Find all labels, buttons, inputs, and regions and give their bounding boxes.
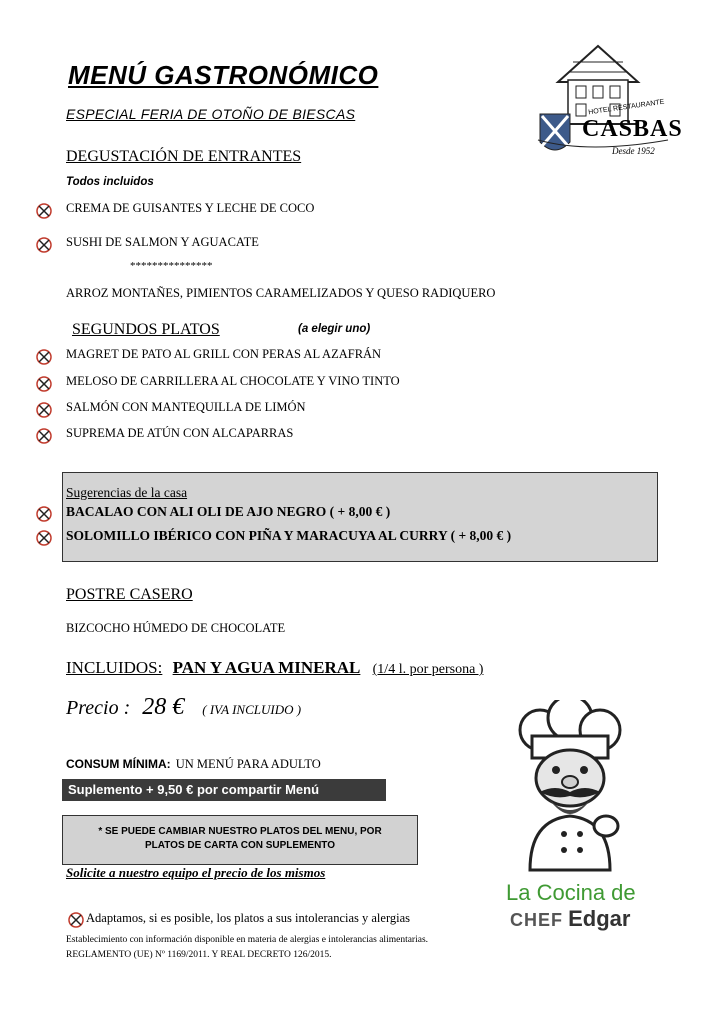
entrantes-heading: DEGUSTACIÓN DE ENTRANTES	[66, 148, 302, 165]
separator: ***************	[130, 260, 213, 272]
no-cutlery-icon	[36, 506, 52, 522]
no-cutlery-icon	[36, 237, 52, 253]
menu-subtitle: ESPECIAL FERIA DE OTOÑO DE BIESCAS	[66, 106, 356, 122]
no-cutlery-icon	[36, 349, 52, 365]
entrante-item: SUSHI DE SALMON Y AGUACATE	[66, 235, 259, 249]
segundo-item: MELOSO DE CARRILLERA AL CHOCOLATE Y VINO TINTO	[66, 374, 400, 388]
entrante-item: CREMA DE GUISANTES Y LECHE DE COCO	[66, 201, 315, 215]
menu-title: MENÚ GASTRONÓMICO	[68, 60, 379, 90]
segundos-note: (a elegir uno)	[298, 323, 371, 335]
alergias-text: Adaptamos, si es posible, los platos a sus intolerancias y alergias	[86, 911, 411, 925]
no-cutlery-icon	[36, 203, 52, 219]
incluidos-value: PAN Y AGUA MINERAL	[172, 658, 361, 677]
incluidos-row	[66, 658, 483, 678]
no-cutlery-icon	[68, 912, 84, 928]
incluidos-label: INCLUIDOS:	[66, 658, 163, 677]
chef-icon	[500, 700, 640, 880]
no-cutlery-icon	[36, 402, 52, 418]
logo-top-text: HOTEL RESTAURANTE	[587, 98, 665, 117]
sugerencias-heading: Sugerencias de la casa	[66, 485, 188, 500]
suplemento-text: Suplemento + 9,50 € por compartir Menú	[68, 782, 320, 797]
precio-note: ( IVA INCLUIDO )	[202, 702, 302, 717]
footer-line1: Establecimiento con información disponible en materia de alergias e intolerancias alimentarias.	[66, 935, 429, 945]
postre-item: BIZCOCHO HÚMEDO DE CHOCOLATE	[66, 621, 286, 635]
incluidos-note: (1/4 l. por persona )	[372, 662, 484, 677]
chef-line2	[510, 906, 630, 932]
consum-row	[66, 753, 321, 772]
solicite-text: Solicite a nuestro equipo el precio de los mismos	[66, 865, 326, 880]
chef-illustration	[500, 700, 640, 880]
cambio-line2: PLATOS DE CARTA CON SUPLEMENTO	[144, 840, 335, 851]
cambio-line1: * SE PUEDE CAMBIAR NUESTRO PLATOS DEL MENU, POR	[98, 826, 382, 837]
sugerencia-item: BACALAO CON ALI OLI DE AJO NEGRO ( + 8,00 € )	[66, 504, 391, 519]
precio-value: 28 €	[142, 694, 185, 720]
no-cutlery-icon	[36, 530, 52, 546]
precio-row	[66, 694, 301, 721]
consum-value: UN MENÚ PARA ADULTO	[175, 757, 321, 771]
footer-line2: REGLAMENTO (UE) Nº 1169/2011. Y REAL DECRETO 126/2015.	[66, 950, 332, 960]
chef-word: CHEF	[510, 910, 563, 930]
logo-since: Desde 1952	[612, 146, 655, 156]
chef-name: Edgar	[568, 906, 631, 931]
precio-label: Precio :	[66, 697, 131, 719]
segundos-heading: SEGUNDOS PLATOS	[72, 321, 220, 338]
no-cutlery-icon	[36, 376, 52, 392]
cambio-box	[62, 815, 418, 865]
suplemento-bar	[62, 779, 386, 801]
postre-heading: POSTRE CASERO	[66, 586, 193, 603]
logo-name: CASBAS	[582, 116, 683, 142]
segundo-item: MAGRET DE PATO AL GRILL CON PERAS AL AZAFRÁN	[66, 347, 382, 361]
entrante-extra: ARROZ MONTAÑES, PIMIENTOS CARAMELIZADOS Y QUESO RADIQUERO	[66, 286, 496, 300]
hotel-logo	[528, 42, 683, 170]
chef-line1: La Cocina de	[506, 880, 636, 905]
segundo-item: SALMÓN CON MANTEQUILLA DE LIMÓN	[66, 400, 306, 414]
no-cutlery-icon	[36, 428, 52, 444]
segundo-item: SUPREMA DE ATÚN CON ALCAPARRAS	[66, 426, 294, 440]
sugerencia-item: SOLOMILLO IBÉRICO CON PIÑA Y MARACUYA AL CURRY ( + 8,00 € )	[66, 528, 512, 543]
consum-label: CONSUM MÍNIMA:	[66, 757, 171, 771]
entrantes-note: Todos incluidos	[66, 176, 154, 188]
